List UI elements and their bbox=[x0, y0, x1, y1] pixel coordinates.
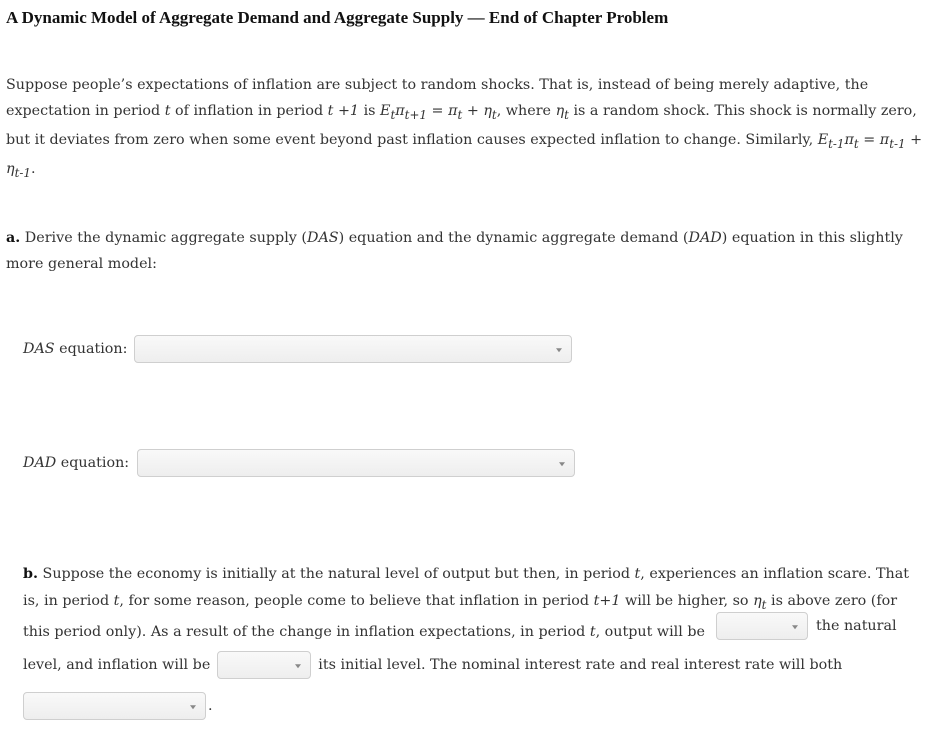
chevron-down-icon bbox=[559, 462, 565, 466]
interest-rate-dropdown[interactable] bbox=[23, 692, 206, 720]
das-equation-dropdown[interactable] bbox=[134, 335, 572, 363]
chevron-down-icon bbox=[190, 705, 196, 709]
period-text: . bbox=[208, 698, 213, 714]
chevron-down-icon bbox=[556, 348, 562, 352]
inflation-line bbox=[23, 651, 842, 679]
interest-line bbox=[23, 692, 213, 720]
text-level-inflation: level, and inflation will be bbox=[23, 657, 211, 673]
das-label: DAS equation: bbox=[23, 341, 128, 357]
chevron-down-icon bbox=[792, 625, 798, 629]
dad-equation-dropdown[interactable] bbox=[137, 449, 575, 477]
part-a-question: a. Derive the dynamic aggregate supply (DAS) equation and the dynamic aggregate demand (DAD) equation in this slightly more general model: bbox=[6, 230, 903, 272]
intro-paragraph: Suppose people’s expectations of inflation are subject to random shocks. That is, instead of being merely adaptive, the expectation in period t of inflation in period t +1 is $E_t\pi_{t+1} = \pi_t + \eta_t$, where $\eta_t$ is a random shock. This shock is normally zero, but it deviates from zero when some event beyond past inflation causes expected inflation to change. Similarly, $E_{t-1}\pi_t = \pi_{t-1} + \eta_{t-1}$. bbox=[6, 77, 923, 181]
text-interest-rates: its initial level. The nominal interest rate and real interest rate will both bbox=[318, 657, 843, 673]
chevron-down-icon bbox=[295, 664, 301, 668]
dad-label: DAD equation: bbox=[23, 455, 130, 471]
output-inline bbox=[716, 612, 897, 640]
output-comparison-dropdown[interactable] bbox=[716, 612, 808, 640]
das-row bbox=[23, 334, 572, 364]
equation-expectation-lag: $E_{t-1}\pi_t = \pi_{t-1} + \eta_{t-1}$ bbox=[6, 131, 923, 181]
page-title: A Dynamic Model of Aggregate Demand and Aggregate Supply — End of Chapter Problem bbox=[6, 8, 669, 27]
dad-row bbox=[23, 448, 575, 478]
part-b-question: b. Suppose the economy is initially at the natural level of output but then, in period t, experiences an inflation scare. That is, in period t, for some reason, people come to believe that inflation in period t+1 will be higher, so $\eta_t$ is above zero (for this period only). As a result of the change in inflation expectations, in period t, output will be bbox=[23, 566, 909, 640]
equation-expectation: $E_t\pi_{t+1} = \pi_t + \eta_t$ bbox=[380, 102, 497, 122]
text-natural: the natural bbox=[816, 618, 897, 634]
inflation-comparison-dropdown[interactable] bbox=[217, 651, 311, 679]
